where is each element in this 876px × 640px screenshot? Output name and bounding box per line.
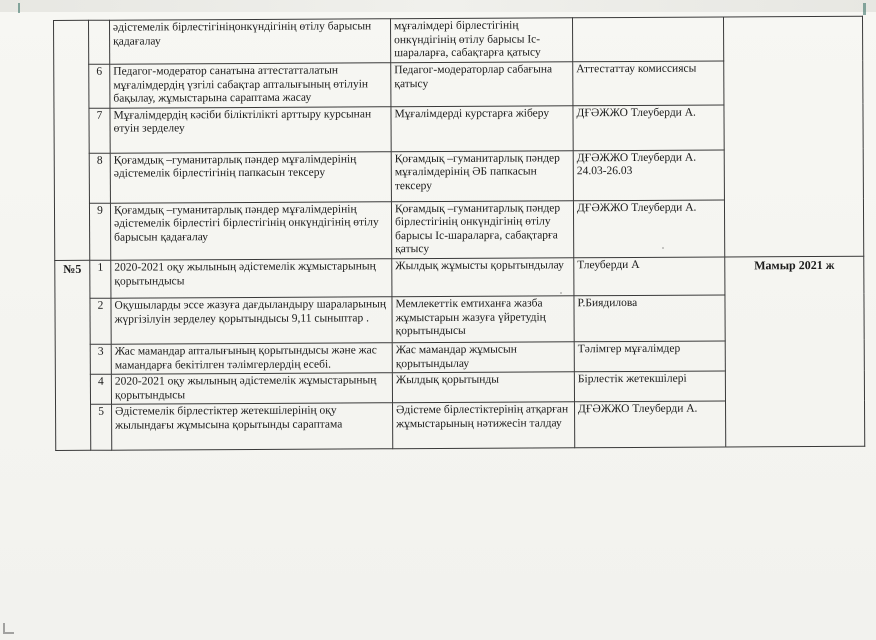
scan-edge-mark	[18, 3, 20, 13]
scan-corner-mark	[3, 623, 14, 634]
content-cell: Мұғалімдерді курстарға жіберу	[391, 105, 573, 151]
row-number: 8	[89, 153, 110, 203]
row-number: 1	[90, 260, 111, 298]
task-cell: 2020-2021 оқу жылының әдістемелік жұмыстарының қорытындысы	[111, 259, 392, 298]
content-cell: Жас мамандар жұмысын қорытындылау	[392, 342, 574, 373]
date-cell	[723, 16, 863, 257]
task-cell: Қоғамдық –гуманитарлық пәндер мұғалімдерінің әдістемелік бірлестігінің папкасын тексеру	[110, 151, 391, 202]
content-cell: мұғалімдері бірлестігінің онкүндігінің өтілу барысы Іс-шараларға, сабақтарға қатысу	[390, 18, 572, 63]
content-cell: Педагог-модераторлар сабағына қатысу	[391, 62, 573, 107]
content-cell: Қоғамдық –гуманитарлық пәндер бірлестігінің онкүндігінің өтілу барысы Іс-шараларға, сабақтарға қатысу	[391, 200, 573, 258]
content-cell: Жылдық қорытынды	[392, 372, 574, 403]
responsible-cell: Бірлестік жетекшілері	[574, 371, 725, 402]
scan-edge-mark	[863, 3, 866, 15]
table-row	[55, 256, 864, 298]
date-cell: Мамыр 2021 ж	[725, 256, 865, 447]
row-number	[89, 20, 110, 64]
task-cell: Жас мамандар апталығының қорытындысы және жас мамандарға бекітілген тәлімгерлердің есебі.	[111, 343, 392, 375]
task-cell: Оқушыларды эссе жазуға дағдыландыру шараларының жүргізілуін зерделеу қорытындысы 9,11 сыныптар .	[111, 297, 392, 344]
plan-table	[53, 16, 865, 451]
responsible-cell: ДҒӘЖЖО Тлеуберди А.	[575, 401, 726, 448]
content-cell: Жылдық жұмысты қорытындылау	[392, 258, 574, 297]
row-number: 2	[90, 298, 111, 344]
responsible-cell: ДҒӘЖЖО Тлеуберди А. 24.03-26.03	[573, 150, 724, 201]
responsible-cell: Тлеуберди А	[574, 257, 725, 296]
responsible-cell: ДҒӘЖЖО Тлеуберди А.	[573, 105, 724, 151]
row-number: 3	[90, 344, 111, 374]
responsible-cell: Аттестаттау комиссиясы	[573, 61, 724, 105]
content-cell: Мемлекеттік емтиханға жазба жұмыстарын жазуға үйретудің қорытындысы	[392, 296, 574, 343]
task-cell: Педагог-модератор санатына аттестатталатын мұғалімдердің үзгілі сабақтар апталығының өтілуін бақылау, жұмыстарына сараптама жасау	[110, 63, 391, 108]
row-number: 6	[89, 64, 110, 108]
row-number: 9	[89, 203, 110, 260]
row-number: 5	[91, 404, 112, 450]
responsible-cell: Тәлімгер мұғалімдер	[574, 341, 725, 372]
table-row	[54, 16, 863, 64]
row-number: 4	[90, 374, 111, 404]
task-cell: әдістемелік бірлестігініңонкүндігінің өтілу барысын қадағалау	[110, 19, 391, 64]
task-cell: Әдістемелік бірлестіктер жетекшілерінің оқу жылындағы жұмысына қорытынды сараптама	[112, 403, 393, 450]
responsible-cell	[572, 17, 723, 62]
responsible-cell: ДҒӘЖЖО Тлеуберди А.	[573, 200, 724, 258]
row-number: 7	[89, 108, 110, 153]
task-cell: Мұғалімдердің кәсіби біліктілікті арттыру курсынан өтуін зерделеу	[110, 106, 391, 152]
task-cell: Қоғамдық –гуманитарлық пәндер мұғалімдерінің әдістемелік бірлестігі бірлестігінің онкүндігінің өтілу барысын қадағалау	[110, 201, 391, 260]
task-cell: 2020-2021 оқу жылының әдістемелік жұмыстарының қорытындысы	[111, 373, 392, 405]
section-label: №5	[55, 260, 91, 450]
content-cell: Әдістеме бірлестіктерінің атқарған жұмыстарының нәтижесін талдау	[393, 402, 575, 449]
content-cell: Қоғамдық –гуманитарлық пәндер мұғалімдерінің ӘБ папкасын тексеру	[391, 150, 573, 201]
responsible-cell: Р.Биядилова	[574, 295, 725, 342]
scan-top-band	[0, 0, 876, 12]
section-label	[54, 20, 90, 260]
